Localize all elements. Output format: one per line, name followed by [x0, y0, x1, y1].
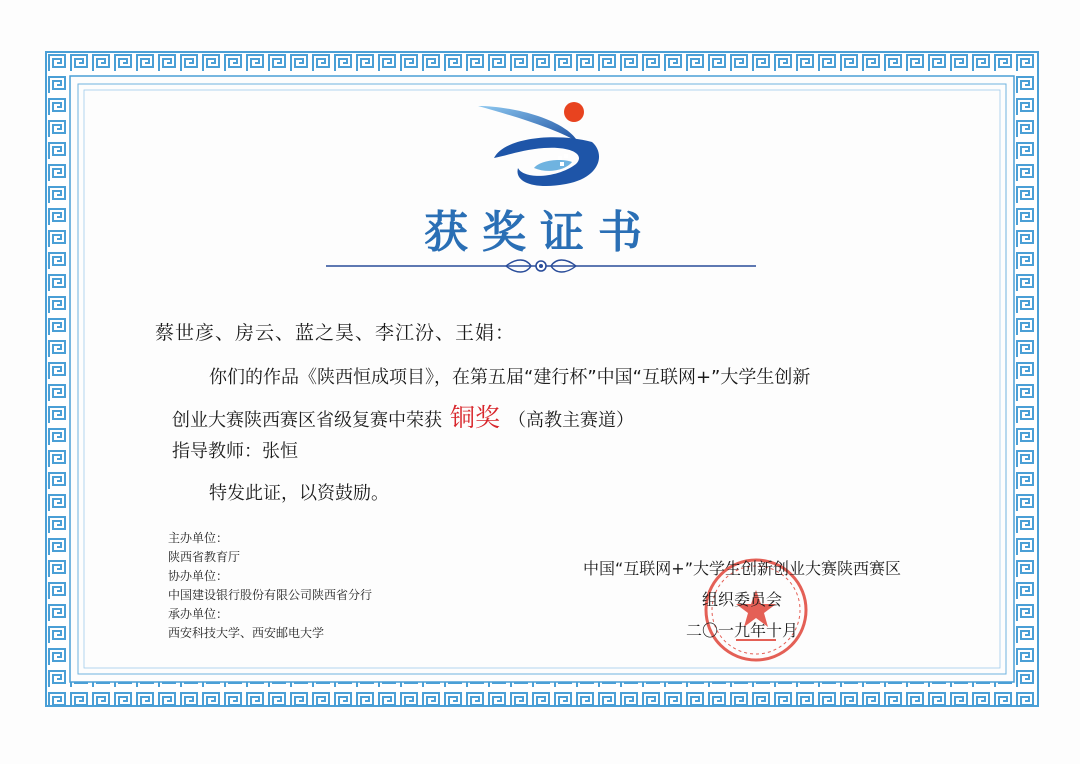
certificate-title: 获奖证书	[424, 207, 656, 258]
signature-committee: 组织委员会	[701, 590, 782, 609]
body-line-2	[172, 398, 634, 434]
undertake-label: 承办单位：	[168, 607, 229, 621]
undertake-unit: 西安科技大学、西安邮电大学	[168, 626, 325, 640]
title-divider	[326, 258, 756, 276]
body-line-1: 你们的作品《陕西恒成项目》，在第五届“建行杯”中国“互联网+”大学生创新	[209, 367, 811, 388]
signature-block	[540, 553, 944, 646]
organizers-block	[168, 529, 372, 643]
co-label: 协办单位：	[168, 569, 229, 583]
closing-phrase: 特发此证，以资鼓励。	[209, 483, 389, 504]
competition-logo-icon	[474, 98, 614, 194]
signature-date: 二〇一九年十月	[685, 621, 798, 640]
host-unit: 陕西省教育厅	[168, 550, 241, 564]
recipient-names: 蔡世彦、房云、蓝之昊、李江汾、王娟：	[155, 322, 516, 344]
advisor: 指导教师：张恒	[172, 441, 298, 462]
co-unit: 中国建设银行股份有限公司陕西省分行	[168, 588, 373, 602]
award-level: 铜奖	[450, 403, 501, 432]
body-line-2-prefix: 创业大赛陕西赛区省级复赛中荣获	[172, 410, 442, 431]
body-line-2-suffix: （高教主赛道）	[508, 410, 635, 431]
host-label: 主办单位：	[168, 531, 229, 545]
signature-organization: 中国“互联网+”大学生创新创业大赛陕西赛区	[583, 559, 901, 578]
